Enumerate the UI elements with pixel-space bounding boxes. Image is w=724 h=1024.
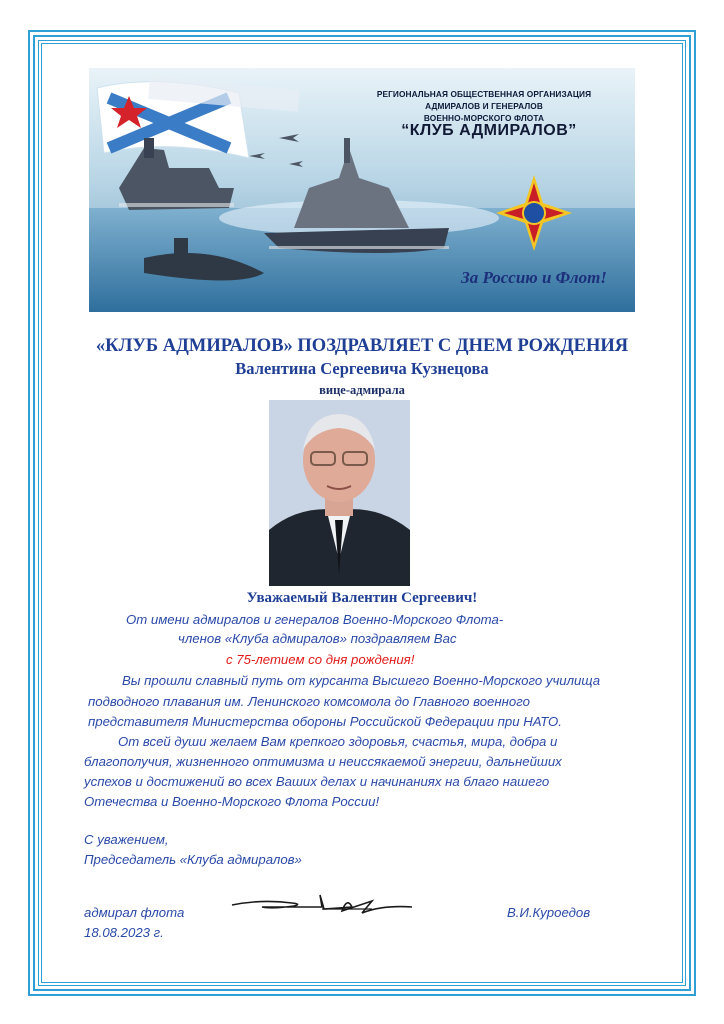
header-banner xyxy=(89,68,635,312)
anniversary-line: с 75-летием со дня рождения! xyxy=(226,652,415,667)
honoree-portrait xyxy=(269,400,410,586)
signatory-rank: адмирал флота xyxy=(84,905,185,920)
club-name: “КЛУБ АДМИРАЛОВ” xyxy=(401,122,577,139)
congrats-title: «КЛУБ АДМИРАЛОВ» ПОЗДРАВЛЯЕТ С ДНЕМ РОЖДЕНИЯ xyxy=(95,336,629,356)
org-line: АДМИРАЛОВ И ГЕНЕРАЛОВ xyxy=(425,101,543,111)
closing-role: Председатель «Клуба адмиралов» xyxy=(84,852,302,867)
signature xyxy=(222,887,428,918)
signatory-name: В.И.Куроедов xyxy=(507,905,591,920)
letter-line: подводного плавания им. Ленинского комсомола до Главного военного xyxy=(88,694,530,709)
slogan: За Россию и Флот! xyxy=(461,268,607,287)
letter-line: членов «Клуба адмиралов» поздравляем Вас xyxy=(178,631,457,646)
honoree-name: Валентина Сергеевича Кузнецова xyxy=(235,359,489,378)
greeting: Уважаемый Валентин Сергеевич! xyxy=(246,590,478,606)
org-line: ВОЕННО-МОРСКОГО ФЛОТА xyxy=(423,113,545,123)
closing-regards: С уважением, xyxy=(84,832,169,847)
letter-line: представителя Министерства обороны Российской Федерации при НАТО. xyxy=(88,714,562,729)
org-line: РЕГИОНАЛЬНАЯ ОБЩЕСТВЕННАЯ ОРГАНИЗАЦИЯ xyxy=(376,89,592,99)
letter-line: От имени адмиралов и генералов Военно-Морского Флота- xyxy=(126,612,504,627)
letter-line: благополучия, жизненного оптимизма и неиссякаемой энергии, дальнейших xyxy=(84,754,562,769)
letter-line: Отечества и Военно-Морского Флота России! xyxy=(84,794,380,809)
letter-line: Вы прошли славный путь от курсанта Высшего Военно-Морского училища xyxy=(122,673,601,688)
org-name xyxy=(339,88,629,124)
letter-line: От всей души желаем Вам крепкого здоровья, счастья, мира, добра и xyxy=(118,734,558,749)
letter-line: успехов и достижений во всех Ваших делах и начинаниях на благо нашего xyxy=(84,774,550,789)
letter-date: 18.08.2023 г. xyxy=(84,925,164,940)
honoree-rank: вице-адмирала xyxy=(319,383,405,397)
